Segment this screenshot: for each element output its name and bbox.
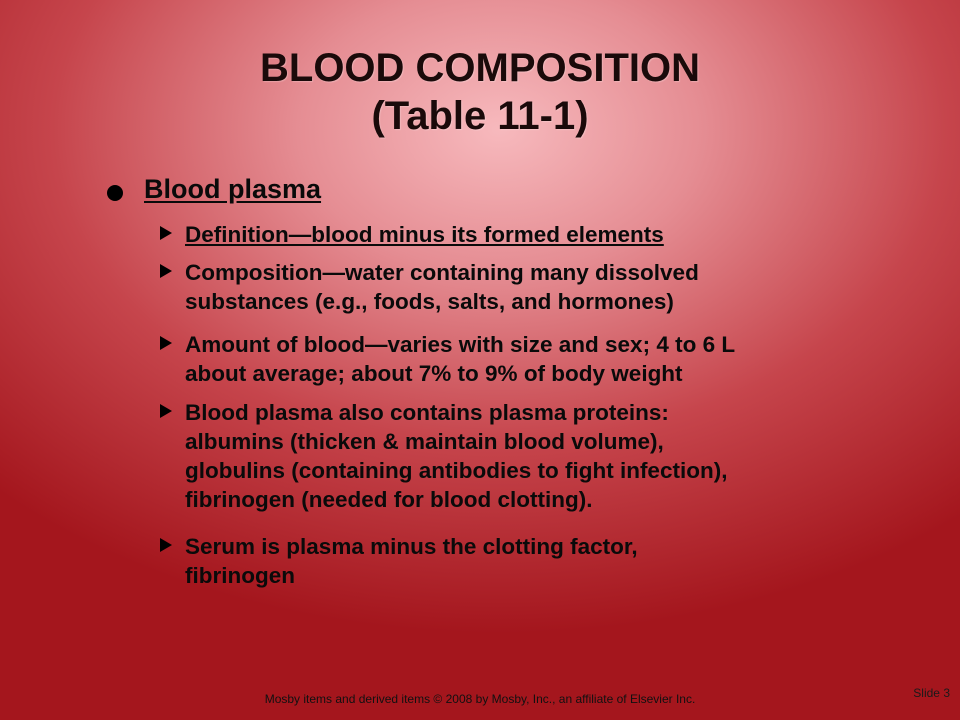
sub-bullet-text: [185, 532, 845, 590]
sub-bullet-text: [185, 258, 845, 316]
line: Amount of blood—varies with size and sex; 4 to 6 L: [185, 332, 736, 357]
sub-bullet-text: Definition—blood minus its formed elements: [185, 222, 664, 247]
slide-title-line1: BLOOD COMPOSITION: [260, 46, 700, 90]
text-run: Blood plasma also contains: [185, 400, 489, 425]
slide-title-line2: (Table 11-1): [371, 94, 589, 138]
line: about average; about 7% to 9% of body weight: [185, 361, 683, 386]
emphasis-text: Serum: [185, 534, 256, 559]
arrow-bullet-icon: [160, 538, 172, 552]
line: fibrinogen (needed for blood clotting).: [185, 487, 593, 512]
arrow-bullet-icon: [160, 226, 172, 240]
text-run: :: [661, 400, 669, 425]
main-bullet-label: Blood plasma: [144, 174, 322, 204]
text-run: is plasma minus the clotting factor,: [255, 534, 638, 559]
slide-number: Slide 3: [913, 686, 950, 700]
arrow-bullet-icon: [160, 264, 172, 278]
arrow-bullet-icon: [160, 336, 172, 350]
arrow-bullet-icon: [160, 404, 172, 418]
sub-bullet-text: [185, 398, 845, 514]
copyright-footer: Mosby items and derived items © 2008 by Mosby, Inc., an affiliate of Elsevier Inc.: [264, 692, 696, 706]
line: fibrinogen: [185, 563, 295, 588]
line: globulins (containing antibodies to fight infection),: [185, 458, 728, 483]
line: albumins (thicken & maintain blood volume),: [185, 429, 664, 454]
sub-bullet-text: [185, 330, 845, 388]
line: Composition—water containing many dissolved: [185, 260, 699, 285]
round-bullet-icon: [107, 185, 123, 201]
line: substances (e.g., foods, salts, and hormones): [185, 289, 674, 314]
emphasis-text: plasma proteins: [488, 400, 662, 425]
